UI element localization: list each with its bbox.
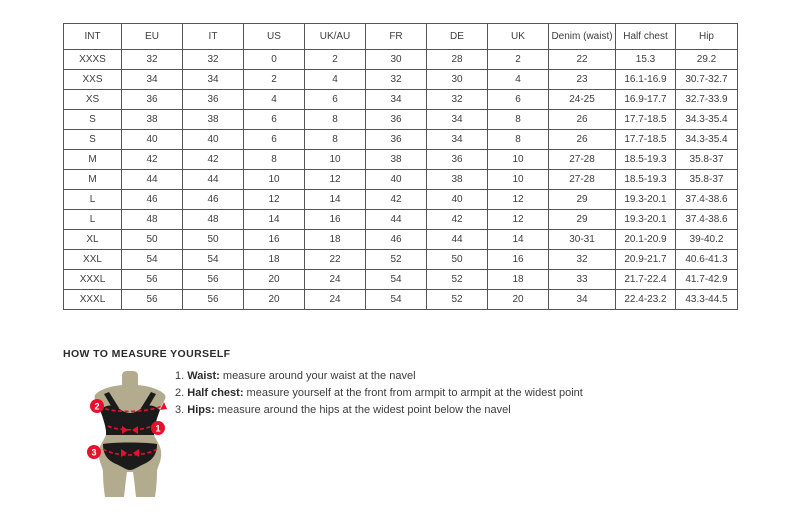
size-cell: S	[64, 130, 122, 150]
size-cell: 6	[488, 90, 549, 110]
size-cell: 15.3	[616, 50, 676, 70]
size-cell: XXL	[64, 250, 122, 270]
size-cell: 36	[366, 130, 427, 150]
size-cell: 39-40.2	[676, 230, 738, 250]
size-cell: 35.8-37	[676, 150, 738, 170]
measurement-figure	[72, 368, 192, 504]
size-chart-table	[63, 23, 738, 310]
marker-2-badge	[90, 399, 104, 413]
size-cell: 2	[488, 50, 549, 70]
size-cell: 18	[244, 250, 305, 270]
measure-step-2	[175, 388, 583, 399]
step-number: 1.	[175, 370, 185, 382]
size-cell: 34	[427, 130, 488, 150]
size-row-s-38	[64, 110, 738, 130]
size-cell: 56	[183, 270, 244, 290]
size-cell: 46	[122, 190, 183, 210]
size-cell: 8	[488, 130, 549, 150]
size-cell: 20.9-21.7	[616, 250, 676, 270]
size-cell: 24	[305, 270, 366, 290]
size-cell: 2	[244, 70, 305, 90]
size-row-xs-36	[64, 90, 738, 110]
size-cell: 26	[549, 130, 616, 150]
size-cell: 40	[183, 130, 244, 150]
size-cell: 19.3-20.1	[616, 210, 676, 230]
size-cell: 56	[122, 290, 183, 310]
size-cell: 32	[549, 250, 616, 270]
svg-text:2: 2	[94, 401, 100, 412]
size-cell: 18	[305, 230, 366, 250]
size-cell: 10	[488, 170, 549, 190]
step-label: Waist:	[187, 370, 220, 382]
size-cell: 34.3-35.4	[676, 110, 738, 130]
size-cell: 32	[183, 50, 244, 70]
size-cell: 12	[488, 210, 549, 230]
size-cell: 54	[366, 290, 427, 310]
size-cell: 24	[305, 290, 366, 310]
size-cell: M	[64, 170, 122, 190]
size-row-xxxl-56	[64, 270, 738, 290]
size-cell: 44	[122, 170, 183, 190]
size-cell: 10	[305, 150, 366, 170]
size-cell: 14	[244, 210, 305, 230]
column-header-int: INT	[64, 24, 122, 50]
size-cell: 8	[305, 110, 366, 130]
size-cell: 44	[183, 170, 244, 190]
size-cell: 34	[366, 90, 427, 110]
size-cell: 20	[488, 290, 549, 310]
size-cell: 12	[488, 190, 549, 210]
size-cell: 42	[366, 190, 427, 210]
size-cell: 0	[244, 50, 305, 70]
size-cell: 27-28	[549, 170, 616, 190]
size-cell: 16.9-17.7	[616, 90, 676, 110]
column-header-us: US	[244, 24, 305, 50]
size-cell: 36	[183, 90, 244, 110]
marker-3-badge	[87, 445, 101, 459]
size-cell: 28	[427, 50, 488, 70]
size-cell: 40	[366, 170, 427, 190]
size-cell: 48	[122, 210, 183, 230]
svg-text:1: 1	[155, 423, 161, 434]
size-cell: 30.7-32.7	[676, 70, 738, 90]
size-cell: 34.3-35.4	[676, 130, 738, 150]
size-cell: 30-31	[549, 230, 616, 250]
mannequin-illustration	[72, 368, 192, 504]
size-cell: 50	[427, 250, 488, 270]
size-cell: 50	[183, 230, 244, 250]
size-cell: 38	[183, 110, 244, 130]
size-cell: 38	[427, 170, 488, 190]
column-header-eu: EU	[122, 24, 183, 50]
size-cell: 54	[366, 270, 427, 290]
size-cell: 34	[427, 110, 488, 130]
size-cell: 36	[427, 150, 488, 170]
size-cell: 33	[549, 270, 616, 290]
step-label: Hips:	[187, 404, 215, 416]
svg-text:3: 3	[91, 447, 97, 458]
size-cell: 22.4-23.2	[616, 290, 676, 310]
size-cell: 8	[488, 110, 549, 130]
size-cell: 24-25	[549, 90, 616, 110]
size-row-xxs-34	[64, 70, 738, 90]
size-cell: 43.3-44.5	[676, 290, 738, 310]
size-cell: 29.2	[676, 50, 738, 70]
column-header-uk-au: UK/AU	[305, 24, 366, 50]
size-cell: 38	[122, 110, 183, 130]
column-header-half-chest: Half chest	[616, 24, 676, 50]
size-cell: 12	[305, 170, 366, 190]
size-cell: 35.8-37	[676, 170, 738, 190]
column-header-de: DE	[427, 24, 488, 50]
size-cell: 48	[183, 210, 244, 230]
size-cell: 27-28	[549, 150, 616, 170]
size-cell: XXXS	[64, 50, 122, 70]
size-cell: 30	[366, 50, 427, 70]
size-cell: L	[64, 190, 122, 210]
size-row-xxxs-32	[64, 50, 738, 70]
size-cell: 34	[549, 290, 616, 310]
size-row-l-46	[64, 190, 738, 210]
size-cell: 50	[122, 230, 183, 250]
size-cell: 22	[305, 250, 366, 270]
size-cell: 44	[427, 230, 488, 250]
size-cell: 23	[549, 70, 616, 90]
size-row-s-40	[64, 130, 738, 150]
measure-section-title: HOW TO MEASURE YOURSELF	[63, 348, 231, 360]
size-cell: 56	[122, 270, 183, 290]
size-cell: 42	[183, 150, 244, 170]
size-cell: 8	[244, 150, 305, 170]
column-header-uk: UK	[488, 24, 549, 50]
column-header-hip: Hip	[676, 24, 738, 50]
size-row-xxxl-56	[64, 290, 738, 310]
size-cell: XXS	[64, 70, 122, 90]
size-cell: 26	[549, 110, 616, 130]
size-cell: 22	[549, 50, 616, 70]
size-cell: XXXL	[64, 290, 122, 310]
size-row-m-44	[64, 170, 738, 190]
step-text: measure yourself at the front from armpit to armpit at the widest point	[243, 387, 583, 399]
size-cell: 16.1-16.9	[616, 70, 676, 90]
measure-step-1	[175, 371, 583, 382]
size-cell: 29	[549, 210, 616, 230]
size-cell: 34	[183, 70, 244, 90]
size-cell: 4	[488, 70, 549, 90]
size-cell: 42	[427, 210, 488, 230]
step-text: measure around your waist at the navel	[219, 370, 416, 382]
size-cell: 42	[122, 150, 183, 170]
size-row-m-42	[64, 150, 738, 170]
step-label: Half chest:	[187, 387, 244, 399]
size-cell: 36	[366, 110, 427, 130]
size-cell: 38	[366, 150, 427, 170]
size-cell: 32	[122, 50, 183, 70]
size-cell: 41.7-42.9	[676, 270, 738, 290]
size-cell: 32	[427, 90, 488, 110]
step-text: measure around the hips at the widest point below the navel	[214, 404, 511, 416]
size-cell: 32.7-33.9	[676, 90, 738, 110]
size-cell: 34	[122, 70, 183, 90]
size-cell: 40	[122, 130, 183, 150]
size-cell: 52	[427, 270, 488, 290]
size-cell: 36	[122, 90, 183, 110]
size-cell: 17.7-18.5	[616, 110, 676, 130]
size-cell: 20	[244, 270, 305, 290]
size-cell: 46	[183, 190, 244, 210]
size-cell: 10	[488, 150, 549, 170]
size-cell: 2	[305, 50, 366, 70]
size-cell: 46	[366, 230, 427, 250]
size-cell: S	[64, 110, 122, 130]
size-cell: 12	[244, 190, 305, 210]
size-cell: 30	[427, 70, 488, 90]
size-cell: 10	[244, 170, 305, 190]
size-cell: 52	[366, 250, 427, 270]
size-cell: 54	[122, 250, 183, 270]
size-cell: 32	[366, 70, 427, 90]
size-cell: 40.6-41.3	[676, 250, 738, 270]
size-cell: 37.4-38.6	[676, 190, 738, 210]
size-cell: 17.7-18.5	[616, 130, 676, 150]
size-cell: 56	[183, 290, 244, 310]
size-cell: 21.7-22.4	[616, 270, 676, 290]
size-cell: 6	[305, 90, 366, 110]
size-cell: M	[64, 150, 122, 170]
size-cell: 44	[366, 210, 427, 230]
size-cell: 4	[244, 90, 305, 110]
column-header-it: IT	[183, 24, 244, 50]
size-cell: 16	[305, 210, 366, 230]
column-header-fr: FR	[366, 24, 427, 50]
measure-steps-list	[175, 371, 583, 422]
size-cell: 8	[305, 130, 366, 150]
size-cell: 6	[244, 130, 305, 150]
size-cell: 4	[305, 70, 366, 90]
size-cell: 37.4-38.6	[676, 210, 738, 230]
size-row-l-48	[64, 210, 738, 230]
size-cell: 20.1-20.9	[616, 230, 676, 250]
size-cell: 14	[305, 190, 366, 210]
size-cell: 16	[244, 230, 305, 250]
size-cell: L	[64, 210, 122, 230]
size-row-xl-50	[64, 230, 738, 250]
step-number: 2.	[175, 387, 185, 399]
size-cell: 18.5-19.3	[616, 170, 676, 190]
size-cell: 52	[427, 290, 488, 310]
size-cell: XL	[64, 230, 122, 250]
size-cell: 19.3-20.1	[616, 190, 676, 210]
size-cell: XXXL	[64, 270, 122, 290]
column-header-denim-waist: Denim (waist)	[549, 24, 616, 50]
size-row-xxl-54	[64, 250, 738, 270]
marker-1-badge	[151, 421, 165, 435]
size-cell: 40	[427, 190, 488, 210]
size-cell: 54	[183, 250, 244, 270]
measure-step-3	[175, 405, 583, 416]
size-cell: 29	[549, 190, 616, 210]
size-cell: 16	[488, 250, 549, 270]
step-number: 3.	[175, 404, 185, 416]
size-chart-header-row	[64, 24, 738, 50]
size-cell: 18.5-19.3	[616, 150, 676, 170]
size-cell: 14	[488, 230, 549, 250]
size-cell: 6	[244, 110, 305, 130]
size-cell: 18	[488, 270, 549, 290]
size-cell: XS	[64, 90, 122, 110]
size-cell: 20	[244, 290, 305, 310]
